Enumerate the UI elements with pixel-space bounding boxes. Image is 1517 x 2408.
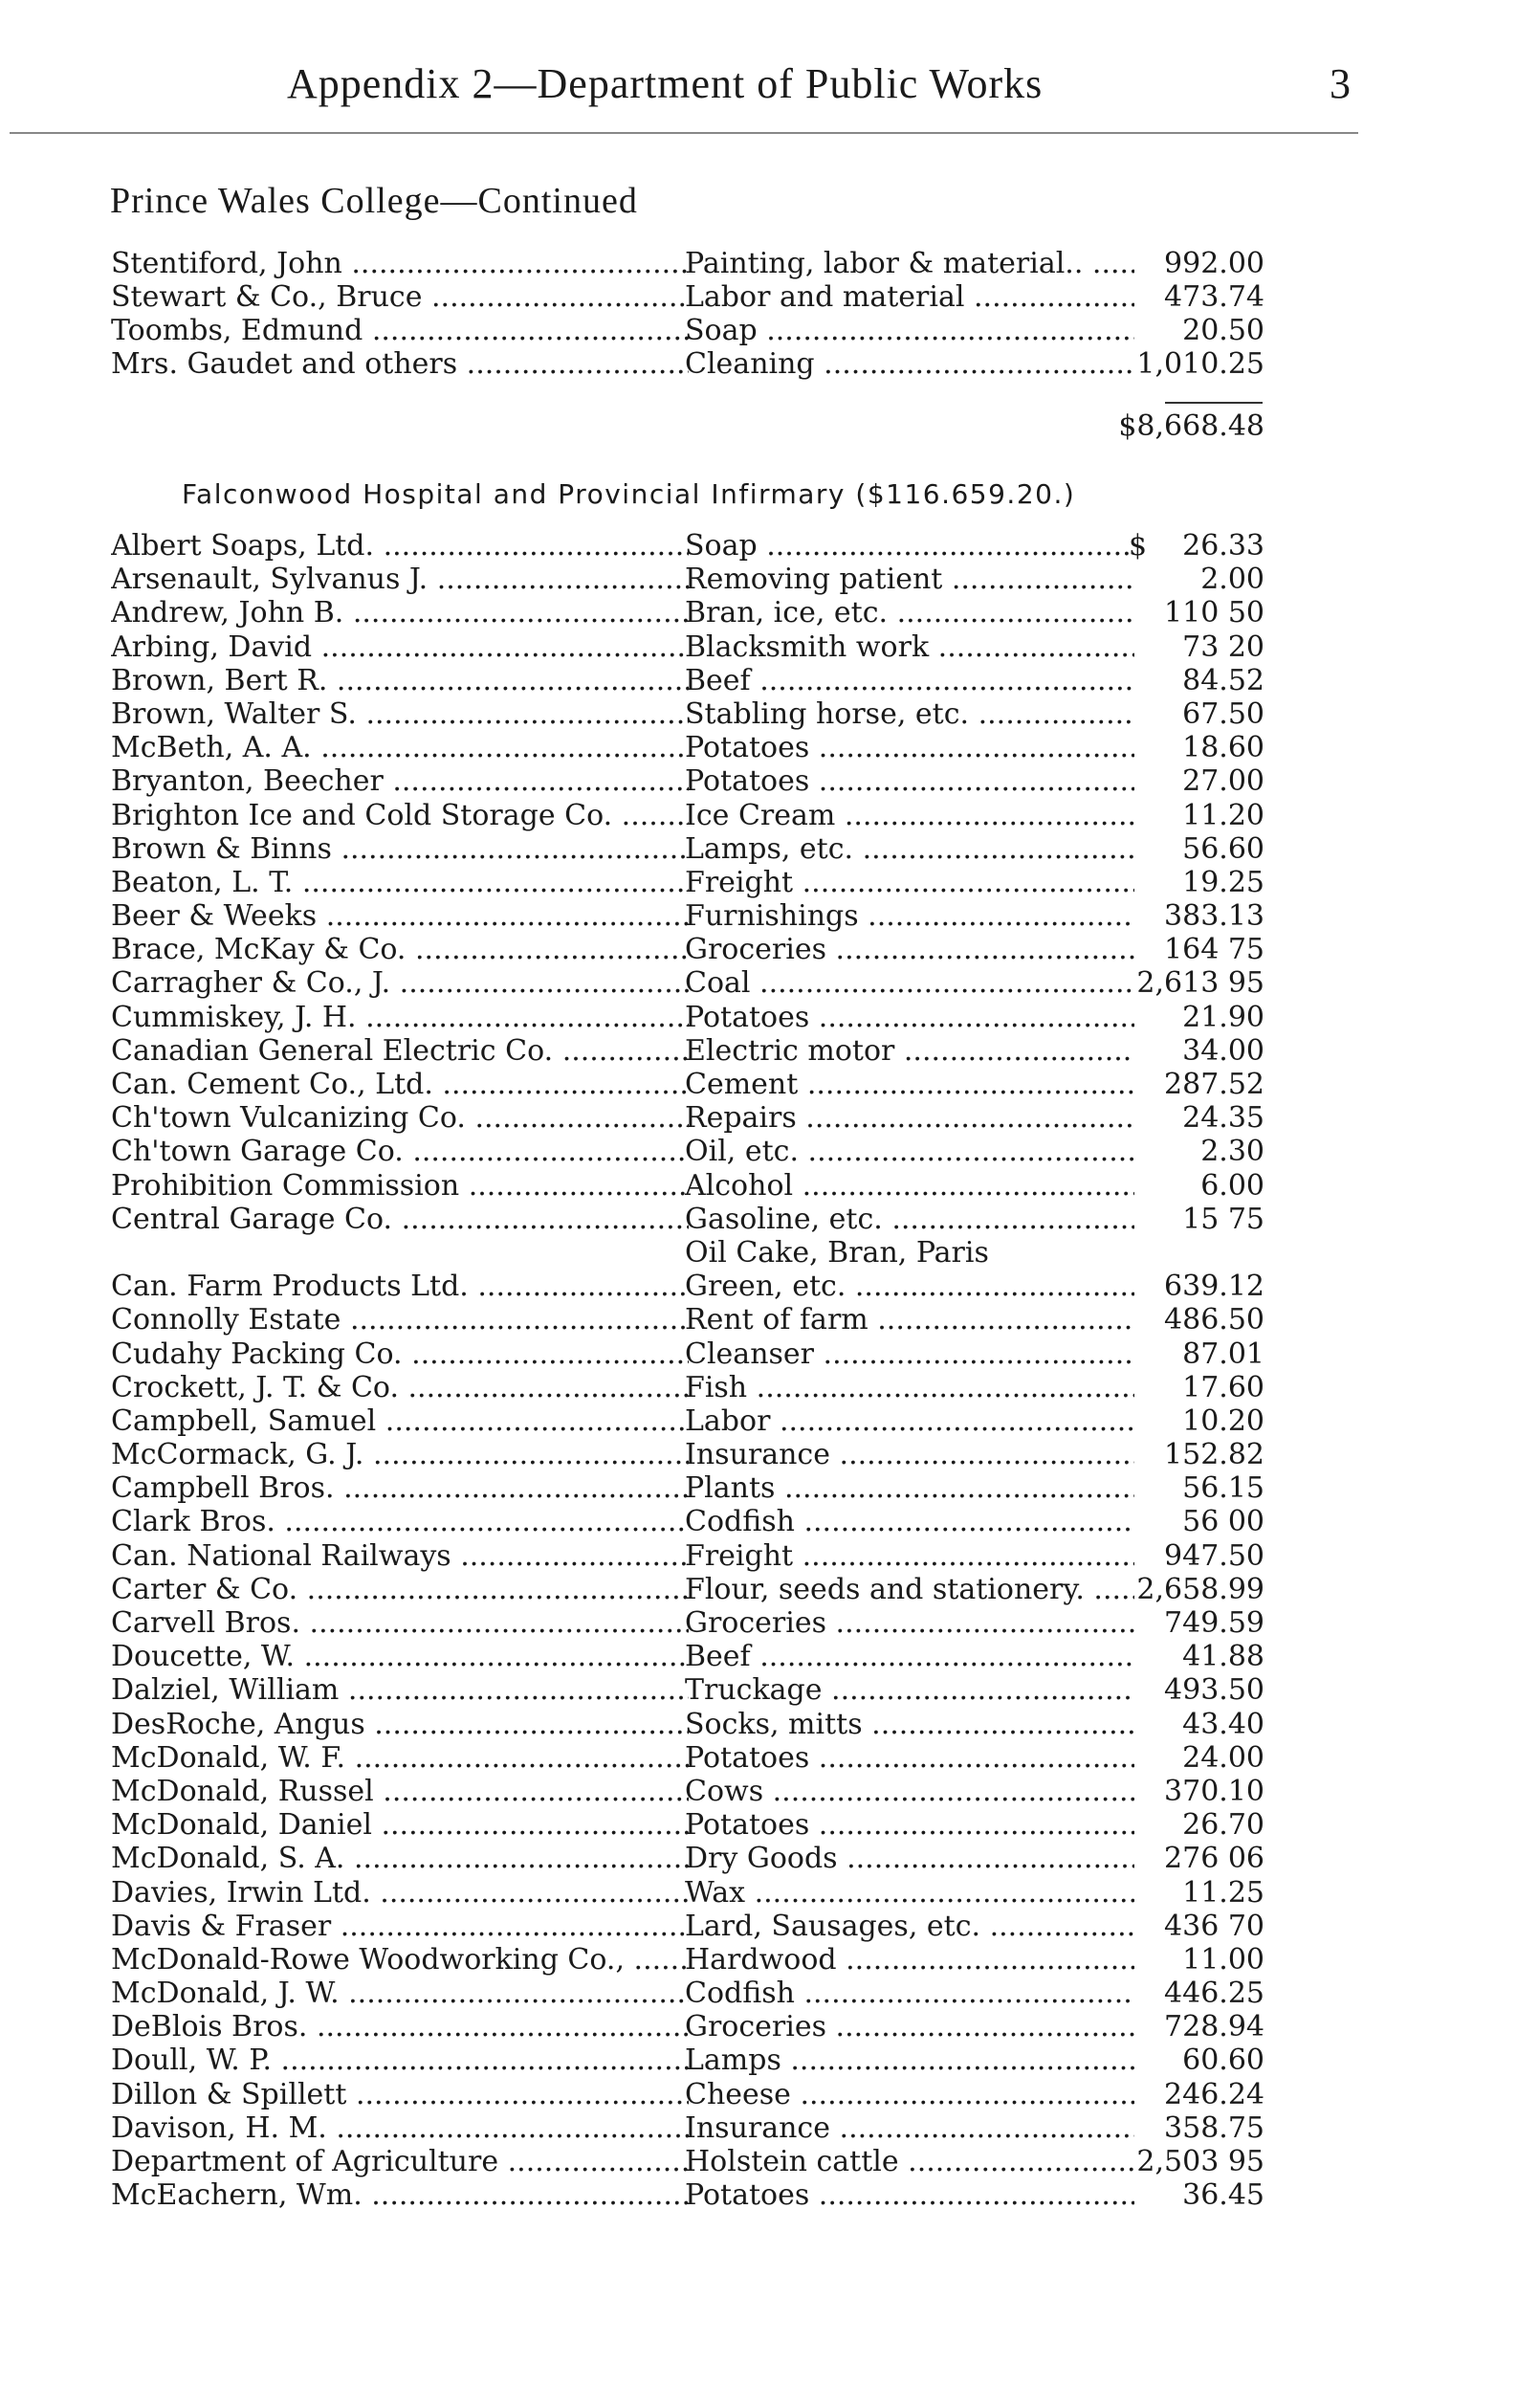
payee-name: Arsenault, Sylvanus J. ..... [111, 563, 689, 596]
payee-name: McDonald, W. F. ..... [111, 1741, 689, 1775]
payee-name: McDonald, Russel ..... [111, 1775, 689, 1808]
payment-amount: 164 75 [1164, 933, 1264, 967]
ledger-row [0, 1101, 1517, 1135]
payment-amount: 749.59 [1164, 1606, 1264, 1640]
payee-name: Carragher & Co., J. ..... [111, 966, 689, 1000]
payment-item: Lard, Sausages, etc. ..... [685, 1910, 1134, 1943]
payment-amount: 246.24 [1164, 2077, 1264, 2111]
payee-name: Davison, H. M. ..... [111, 2111, 689, 2145]
payment-amount: 992.00 [1164, 247, 1264, 280]
payee-name: Arbing, David ..... [111, 630, 689, 664]
ledger-row [0, 1169, 1517, 1203]
payee-name: Department of Agriculture ..... [111, 2145, 689, 2178]
payment-amount: 18.60 [1182, 731, 1264, 765]
payment-item: Soap ..... [685, 314, 1134, 347]
payment-item: Potatoes ..... [685, 2178, 1134, 2212]
ledger-row [0, 1135, 1517, 1168]
payment-amount: 27.00 [1182, 764, 1264, 799]
payment-amount: 24.00 [1182, 1740, 1264, 1775]
payment-item: Cleaning ..... [685, 347, 1134, 381]
payment-item: Rent of farm ..... [685, 1303, 1134, 1337]
payment-amount: 11.00 [1182, 1942, 1264, 1977]
payment-item: Electric motor ..... [685, 1034, 1134, 1068]
payment-item: Oil Cake, Bran, Paris [685, 1235, 989, 1270]
ledger-row [0, 1505, 1517, 1538]
payment-amount: 26.33 [1182, 529, 1264, 563]
payment-item: Blacksmith work ..... [685, 630, 1134, 664]
section-total: $8,668.48 [1118, 409, 1264, 443]
payment-amount: 446.25 [1164, 1977, 1264, 2011]
ledger-row [0, 1236, 1517, 1270]
payment-amount: 15 75 [1182, 1202, 1264, 1236]
payee-name: Campbell Bros. ..... [111, 1471, 689, 1505]
payment-item: Dry Goods ..... [685, 1842, 1134, 1875]
ledger-row [0, 1270, 1517, 1303]
ledger-row [0, 1606, 1517, 1640]
payment-item: Socks, mitts ..... [685, 1708, 1134, 1741]
payee-name: Crockett, J. T. & Co. ..... [111, 1371, 689, 1404]
ledger-row [0, 1741, 1517, 1775]
payment-amount: 26.70 [1182, 1808, 1264, 1843]
payee-name: Bryanton, Beecher ..... [111, 764, 689, 798]
payee-name: Davis & Fraser ..... [111, 1910, 689, 1943]
payee-name: Beer & Weeks ..... [111, 899, 689, 933]
payee-name: Can. National Railways ..... [111, 1539, 689, 1573]
ledger-row [0, 1842, 1517, 1875]
payment-amount: 1,010.25 [1136, 347, 1264, 381]
payment-item: Potatoes ..... [685, 1808, 1134, 1842]
ledger-row [0, 1203, 1517, 1236]
ledger-row [0, 314, 1517, 347]
payment-item: Codfish ..... [685, 1505, 1134, 1538]
ledger-row [0, 1808, 1517, 1842]
ledger-row [0, 2145, 1517, 2178]
payment-item: Gasoline, etc. ..... [685, 1203, 1134, 1236]
ledger-row [0, 1673, 1517, 1707]
page-header [0, 50, 1517, 107]
ledger-row [0, 2111, 1517, 2145]
payee-name: Stentiford, John ..... [111, 247, 689, 280]
payment-item: Groceries ..... [685, 1606, 1134, 1640]
ledger-row [0, 799, 1517, 832]
payment-amount: 41.88 [1182, 1640, 1264, 1674]
payment-amount: 493.50 [1164, 1673, 1264, 1708]
dollar-sign: $ [1129, 529, 1148, 563]
payment-item: Painting, labor & material.. ..... [685, 247, 1134, 280]
payee-name: Brown & Binns ..... [111, 832, 689, 866]
payment-item: Beef ..... [685, 1640, 1134, 1673]
payment-amount: 87.01 [1182, 1337, 1264, 1371]
ledger-row [0, 1438, 1517, 1471]
payee-name: Canadian General Electric Co. ..... [111, 1034, 689, 1068]
payee-name: Albert Soaps, Ltd. ..... [111, 529, 689, 563]
payment-item: Bran, ice, etc. ..... [685, 596, 1134, 630]
payment-amount: 19.25 [1182, 865, 1264, 899]
ledger-row [0, 832, 1517, 866]
payee-name: Ch'town Vulcanizing Co. ..... [111, 1101, 689, 1135]
header-rule [10, 132, 1358, 134]
payment-amount: 34.00 [1182, 1033, 1264, 1068]
payee-name: Brown, Walter S. ..... [111, 697, 689, 731]
payment-item: Beef ..... [685, 664, 1134, 697]
payment-amount: 639.12 [1164, 1270, 1264, 1304]
ledger-row [0, 1943, 1517, 1977]
payee-name: Cudahy Packing Co. ..... [111, 1337, 689, 1371]
total-rule [1165, 402, 1263, 404]
payee-name: McDonald, J. W. ..... [111, 1977, 689, 2010]
ledger-row [0, 2078, 1517, 2111]
payment-amount: 60.60 [1182, 2043, 1264, 2078]
payment-item: Labor ..... [685, 1404, 1134, 1438]
payment-amount: 383.13 [1164, 899, 1264, 934]
payee-name: Stewart & Co., Bruce ..... [111, 280, 689, 314]
ledger-row [0, 2043, 1517, 2077]
payment-item: Hardwood ..... [685, 1943, 1134, 1977]
payment-amount: 436 70 [1164, 1909, 1264, 1943]
payment-item: Cement ..... [685, 1068, 1134, 1101]
payment-item: Cleanser ..... [685, 1337, 1134, 1371]
ledger-row [0, 664, 1517, 697]
ledger-row [0, 1573, 1517, 1606]
ledger-row [0, 563, 1517, 596]
ledger-row [0, 866, 1517, 899]
payment-item: Furnishings ..... [685, 899, 1134, 933]
payee-name: Beaton, L. T. ..... [111, 866, 689, 899]
payment-item: Lamps ..... [685, 2043, 1134, 2077]
ledger-row [0, 1001, 1517, 1034]
payee-name: McEachern, Wm. ..... [111, 2178, 689, 2212]
prince-wales-ledger [0, 247, 1517, 381]
payee-name: Mrs. Gaudet and others ..... [111, 347, 689, 381]
payment-amount: 17.60 [1182, 1370, 1264, 1404]
payee-name: Prohibition Commission ..... [111, 1169, 689, 1203]
payment-amount: 2,613 95 [1136, 966, 1264, 1001]
ledger-row [0, 2010, 1517, 2043]
payment-item: Repairs ..... [685, 1101, 1134, 1135]
ledger-row [0, 1708, 1517, 1741]
payment-item: Ice Cream ..... [685, 799, 1134, 832]
payment-amount: 11.25 [1182, 1875, 1264, 1910]
payment-item: Codfish ..... [685, 1977, 1134, 2010]
payment-item: Flour, seeds and stationery. ..... [685, 1573, 1134, 1606]
ledger-row [0, 1977, 1517, 2010]
payment-amount: 486.50 [1164, 1303, 1264, 1337]
payee-name: Carvell Bros. ..... [111, 1606, 689, 1640]
payment-amount: 473.74 [1164, 280, 1264, 314]
payee-name: Can. Farm Products Ltd. ..... [111, 1270, 689, 1303]
ledger-row [0, 630, 1517, 664]
payee-name: Brace, McKay & Co. ..... [111, 933, 689, 966]
payee-name: McCormack, G. J. ..... [111, 1438, 689, 1471]
payment-item: Freight ..... [685, 866, 1134, 899]
ledger-row [0, 697, 1517, 731]
payee-name: Can. Cement Co., Ltd. ..... [111, 1068, 689, 1101]
ledger-row [0, 1371, 1517, 1404]
ledger-row [0, 1068, 1517, 1101]
payment-item: Removing patient ..... [685, 563, 1134, 596]
payment-amount: 6.00 [1200, 1168, 1264, 1203]
payee-name: Clark Bros. ..... [111, 1505, 689, 1538]
payee-name: Central Garage Co. ..... [111, 1203, 689, 1236]
payment-item: Potatoes ..... [685, 731, 1134, 764]
payee-name: Campbell, Samuel ..... [111, 1404, 689, 1438]
payee-name: Cummiskey, J. H. ..... [111, 1001, 689, 1034]
payee-name: Doull, W. P. ..... [111, 2043, 689, 2077]
payee-name: Toombs, Edmund ..... [111, 314, 689, 347]
ledger-row [0, 529, 1517, 563]
payment-amount: 2.00 [1200, 563, 1264, 597]
payment-item: Truckage ..... [685, 1673, 1134, 1707]
payment-amount: 56.15 [1182, 1471, 1264, 1506]
payment-amount: 2.30 [1200, 1135, 1264, 1169]
payment-amount: 10.20 [1182, 1403, 1264, 1438]
section-heading: Prince Wales College—Continued [110, 181, 638, 221]
payment-item: Soap ..... [685, 529, 1134, 563]
payment-amount: 110 50 [1164, 596, 1264, 630]
payment-item: Insurance ..... [685, 1438, 1134, 1471]
payment-amount: 43.40 [1182, 1707, 1264, 1741]
payment-amount: 287.52 [1164, 1068, 1264, 1101]
payment-amount: 24.35 [1182, 1101, 1264, 1136]
ledger-row [0, 764, 1517, 798]
payment-item: Potatoes ..... [685, 1741, 1134, 1775]
payment-item: Stabling horse, etc. ..... [685, 697, 1134, 731]
payment-amount: 152.82 [1164, 1438, 1264, 1472]
ledger-row [0, 2178, 1517, 2212]
payment-amount: 56 00 [1182, 1505, 1264, 1539]
ledger-row [0, 280, 1517, 314]
payment-item: Lamps, etc. ..... [685, 832, 1134, 866]
payment-item: Groceries ..... [685, 933, 1134, 966]
ledger-row [0, 1640, 1517, 1673]
payment-amount: 11.20 [1182, 798, 1264, 832]
ledger-row [0, 347, 1517, 381]
payee-name: Ch'town Garage Co. ..... [111, 1135, 689, 1168]
payee-name: McBeth, A. A. ..... [111, 731, 689, 764]
payment-item: Holstein cattle ..... [685, 2145, 1134, 2178]
payment-item: Wax ..... [685, 1876, 1134, 1910]
payment-amount: 36.45 [1182, 2178, 1264, 2213]
falconwood-ledger [0, 529, 1517, 2212]
payee-name: DesRoche, Angus ..... [111, 1708, 689, 1741]
payment-item: Labor and material ..... [685, 280, 1134, 314]
payment-amount: 2,503 95 [1136, 2145, 1264, 2178]
ledger-row [0, 899, 1517, 933]
payment-item: Green, etc. ..... [685, 1270, 1134, 1303]
payment-amount: 358.75 [1164, 2110, 1264, 2145]
payment-amount: 947.50 [1164, 1538, 1264, 1573]
ledger-row [0, 1775, 1517, 1808]
payment-amount: 20.50 [1182, 314, 1264, 347]
payee-name: Dalziel, William ..... [111, 1673, 689, 1707]
payee-name: McDonald, S. A. ..... [111, 1842, 689, 1875]
payee-name: Davies, Irwin Ltd. ..... [111, 1876, 689, 1910]
payment-item: Groceries ..... [685, 2010, 1134, 2043]
payment-amount: 276 06 [1164, 1842, 1264, 1876]
page-title: Appendix 2—Department of Public Works [287, 60, 1044, 107]
ledger-row [0, 1303, 1517, 1337]
payment-amount: 21.90 [1182, 1000, 1264, 1034]
payee-name: Brighton Ice and Cold Storage Co. ..... [111, 799, 689, 832]
payee-name: Carter & Co. ..... [111, 1573, 689, 1606]
ledger-row [0, 933, 1517, 966]
payment-amount: 73 20 [1182, 630, 1264, 664]
ledger-row [0, 1337, 1517, 1371]
payment-amount: 56.60 [1182, 831, 1264, 866]
ledger-row [0, 731, 1517, 764]
payee-name: McDonald-Rowe Woodworking Co., ..... [111, 1943, 689, 1977]
ledger-row [0, 1404, 1517, 1438]
payee-name: Connolly Estate ..... [111, 1303, 689, 1337]
payment-amount: 2,658.99 [1136, 1572, 1264, 1606]
ledger-row [0, 1539, 1517, 1573]
payment-item: Cheese ..... [685, 2078, 1134, 2111]
payee-name: DeBlois Bros. ..... [111, 2010, 689, 2043]
payment-item: Fish ..... [685, 1371, 1134, 1404]
ledger-row [0, 596, 1517, 630]
ledger-row [0, 247, 1517, 280]
payment-item: Cows ..... [685, 1775, 1134, 1808]
ledger-row [0, 966, 1517, 1000]
payment-amount: 84.52 [1182, 663, 1264, 697]
payee-name: Dillon & Spillett ..... [111, 2078, 689, 2111]
payee-name: Andrew, John B. ..... [111, 596, 689, 630]
payment-item: Alcohol ..... [685, 1169, 1134, 1203]
ledger-row [0, 1910, 1517, 1943]
ledger-row [0, 1876, 1517, 1910]
payment-item: Potatoes ..... [685, 764, 1134, 798]
sub-section-heading: Falconwood Hospital and Provincial Infirmary ($116.659.20.) [182, 478, 1076, 510]
payee-name: Brown, Bert R. ..... [111, 664, 689, 697]
payee-name: Doucette, W. ..... [111, 1640, 689, 1673]
page-number: 3 [1330, 60, 1351, 107]
payment-amount: 370.10 [1164, 1774, 1264, 1808]
payment-amount: 67.50 [1182, 696, 1264, 731]
payment-item: Freight ..... [685, 1539, 1134, 1573]
payment-item: Plants ..... [685, 1471, 1134, 1505]
payment-amount: 728.94 [1164, 2010, 1264, 2044]
ledger-row [0, 1471, 1517, 1505]
payee-name: McDonald, Daniel ..... [111, 1808, 689, 1842]
payment-item: Potatoes ..... [685, 1001, 1134, 1034]
payment-item: Insurance ..... [685, 2111, 1134, 2145]
payment-item: Coal ..... [685, 966, 1134, 1000]
payment-item: Oil, etc. ..... [685, 1135, 1134, 1168]
ledger-row [0, 1034, 1517, 1068]
